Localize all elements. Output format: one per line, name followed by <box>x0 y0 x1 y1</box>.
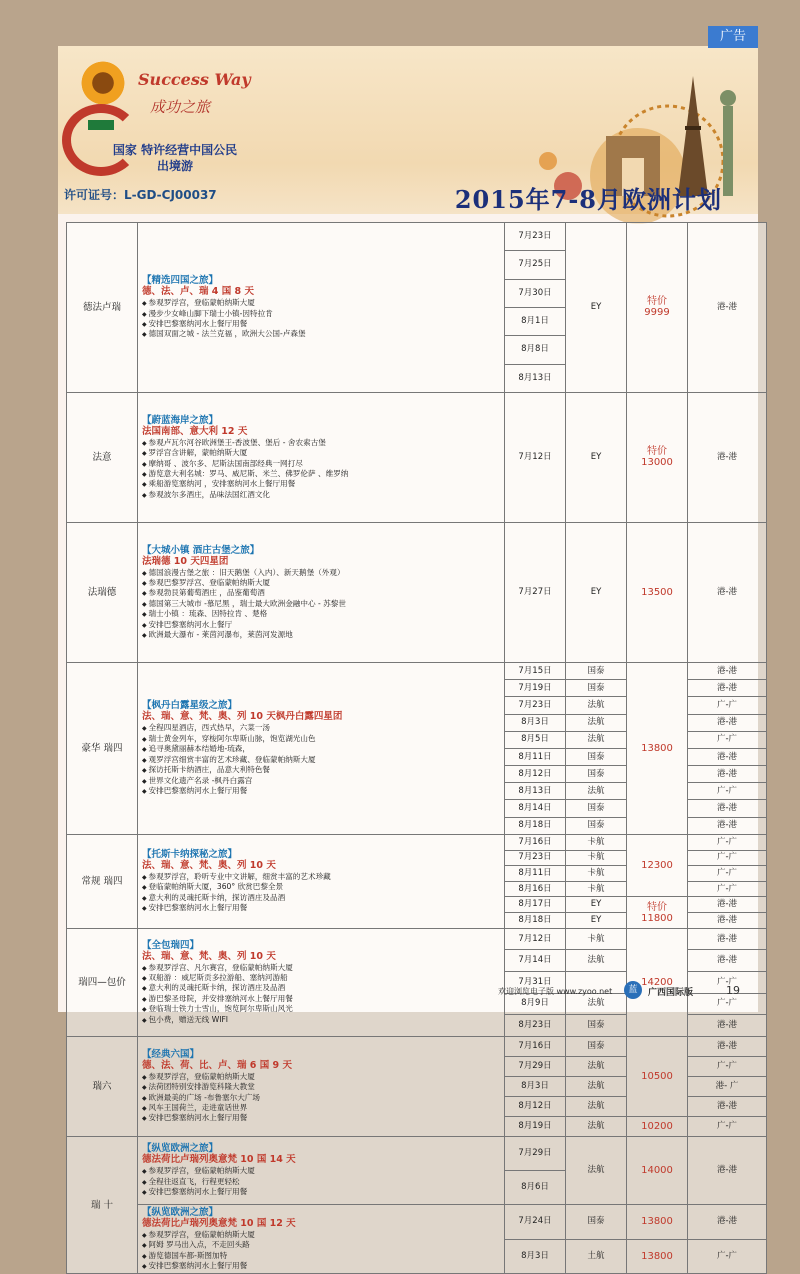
list-item: ◆ 摩纳哥 、波尔多、尼斯法国南部经典一网打尽 <box>142 459 500 469</box>
gateway-cell: 广-广 <box>688 1239 767 1274</box>
date-cell: 8月8日 <box>505 336 566 364</box>
gateway-cell: 港-港 <box>688 662 767 679</box>
list-item: ◆ 漫步少女峰山脚下瑞士小镇-因特拉肯 <box>142 309 500 319</box>
table-row <box>67 662 767 679</box>
ad-header <box>58 46 758 214</box>
airline-cell: 土航 <box>566 1239 627 1274</box>
list-item: ◆ 参观罗浮宫，登临蒙帕纳斯大厦 <box>142 1230 500 1240</box>
table-row <box>67 834 767 850</box>
date-cell: 7月14日 <box>505 950 566 972</box>
gateway-cell: 港-港 <box>688 950 767 972</box>
highlights-list <box>142 438 500 500</box>
brand-cn: 成功之旅 <box>150 98 211 116</box>
list-item: ◆ 参观波尔多酒庄，品味法国红酒文化 <box>142 490 500 500</box>
date-cell: 7月29日 <box>505 1056 566 1076</box>
price-cell <box>627 1136 688 1204</box>
permit-number: 许可证号：L-GD-CJ00037 <box>64 188 217 202</box>
list-item: ◆ 登临蒙帕纳斯大厦，360° 欣赏巴黎全景 <box>142 882 500 892</box>
date-cell: 7月23日 <box>505 223 566 251</box>
list-item: ◆ 登临瑞士铁力士雪山，饱览阿尔卑斯山风光 <box>142 1004 500 1014</box>
gateway-cell: 港-港 <box>688 748 767 765</box>
price-cell: 特价 11800 <box>627 897 688 928</box>
route-summary: 法、瑞、意、梵、奥、列 10 天 <box>142 950 276 962</box>
gateway-cell: 广-广 <box>688 783 767 800</box>
gateway-cell: 广-广 <box>688 993 767 1015</box>
date-cell: 8月18日 <box>505 913 566 929</box>
date-cell: 7月16日 <box>505 1036 566 1056</box>
date-cell: 8月3日 <box>505 1239 566 1274</box>
route-name: 【经典六国】 <box>142 1048 200 1060</box>
logo-mark-icon <box>88 120 114 130</box>
route-name: 【全包瑞四】 <box>142 939 200 951</box>
gateway-cell: 港-港 <box>688 680 767 697</box>
destination-cell: 瑞四—包价 <box>67 928 138 1036</box>
gateway-cell: 广-广 <box>688 731 767 748</box>
list-item: ◆ 意大利的灵魂托斯卡纳，探访酒庄及品酒 <box>142 893 500 903</box>
date-cell: 8月11日 <box>505 748 566 765</box>
list-item: ◆ 安排巴黎塞纳河水上餐厅用餐 <box>142 319 500 329</box>
date-cell: 7月12日 <box>505 392 566 522</box>
gateway-cell: 广-广 <box>688 881 767 897</box>
route-name: 【蔚蓝海岸之旅】 <box>142 414 219 426</box>
gateway-cell: 港-港 <box>688 817 767 834</box>
date-cell: 7月30日 <box>505 279 566 307</box>
list-item: ◆ 瑞士小镇 ：琉森、因特拉肯 、楚格 <box>142 609 500 619</box>
date-cell: 7月29日 <box>505 1136 566 1170</box>
price-value: 9999 <box>644 307 670 319</box>
destination-cell: 法瑞德 <box>67 522 138 662</box>
list-item: ◆ 瑞士黄金列车，穿梭阿尔卑斯山脉，饱览湖光山色 <box>142 734 500 744</box>
list-item: ◆ 参观罗浮宫，登临蒙帕纳斯大厦 <box>142 1166 500 1176</box>
airline-cell: 国泰 <box>566 817 627 834</box>
highlights-list <box>142 1166 500 1197</box>
airline-cell: 卡航 <box>566 834 627 850</box>
airline-cell: 国泰 <box>566 1015 627 1037</box>
destination-cell: 法意 <box>67 392 138 522</box>
route-summary: 德、法、卢、瑞 4 国 8 天 <box>142 286 254 298</box>
route-summary: 德、法、荷、比、卢、瑞 6 国 9 天 <box>142 1059 292 1071</box>
list-item: ◆ 参观勃艮第葡萄酒庄 ，品鉴葡萄酒 <box>142 588 500 598</box>
date-cell: 7月12日 <box>505 928 566 950</box>
price-value: 14200 <box>641 976 673 988</box>
date-cell: 7月24日 <box>505 1204 566 1239</box>
airline-cell: 法航 <box>566 1076 627 1096</box>
gateway-cell: 港-港 <box>688 1204 767 1239</box>
airline-cell: EY <box>566 897 627 913</box>
list-item: ◆ 游览意大利名城：罗马、威尼斯、米兰、佛罗伦萨 、维罗纳 <box>142 469 500 479</box>
airline-cell: 法航 <box>566 1056 627 1076</box>
list-item: ◆ 安排巴黎塞纳河水上餐厅用餐 <box>142 786 500 796</box>
list-item: ◆ 安排巴黎塞纳河水上餐厅用餐 <box>142 903 500 913</box>
gateway-cell: 港-港 <box>688 392 767 522</box>
list-item: ◆ 游巴黎圣母院，并安排塞纳河水上餐厅用餐 <box>142 994 500 1004</box>
list-item: ◆ 安排巴黎塞纳河水上餐厅用餐 <box>142 1187 500 1197</box>
date-cell: 8月23日 <box>505 1015 566 1037</box>
date-cell: 8月12日 <box>505 1096 566 1116</box>
itinerary-cell <box>138 834 505 928</box>
ad-page <box>58 46 758 1270</box>
price-cell: 13800 <box>627 1239 688 1274</box>
destination-cell: 德法卢瑞 <box>67 223 138 393</box>
itinerary-cell <box>138 522 505 662</box>
table-row <box>67 392 767 522</box>
list-item: ◆ 追寻奥黛丽赫本结婚地-琉森， <box>142 744 500 754</box>
gateway-cell: 广-广 <box>688 697 767 714</box>
route-name: 【枫丹白露星级之旅】 <box>142 700 238 712</box>
list-item: ◆ 阿姆 罗马出入点，不走回头路 <box>142 1240 500 1250</box>
airline-cell: 国泰 <box>566 766 627 783</box>
airline-cell: 法航 <box>566 1136 627 1204</box>
table-row <box>67 1136 767 1170</box>
list-item: ◆ 双船游 ：威尼斯贡多拉游船、塞纳河游船 <box>142 973 500 983</box>
highlights-list <box>142 1072 500 1124</box>
gateway-cell: 港-港 <box>688 1136 767 1204</box>
airline-cell: 法航 <box>566 783 627 800</box>
date-cell: 7月15日 <box>505 662 566 679</box>
itinerary-cell <box>138 1136 505 1204</box>
airline-cell: 国泰 <box>566 800 627 817</box>
date-cell: 8月5日 <box>505 731 566 748</box>
price-cell: 13800 <box>627 1204 688 1239</box>
route-summary: 德法荷比卢瑞列奥意梵 10 国 12 天 <box>142 1217 296 1229</box>
price-value: 13500 <box>641 586 673 598</box>
list-item: ◆ 德国双面之城 - 法兰克福 ，欧洲大公国-卢森堡 <box>142 329 500 339</box>
date-cell: 7月31日 <box>505 971 566 993</box>
airline-cell: 卡航 <box>566 928 627 950</box>
route-name: 【大城小镇 酒庄古堡之旅】 <box>142 544 260 556</box>
route-summary: 法、瑞、意、梵、奥、列 10 天 <box>142 860 276 871</box>
airline-cell: EY <box>566 522 627 662</box>
date-cell: 8月6日 <box>505 1170 566 1204</box>
gateway-cell: 广-广 <box>688 971 767 993</box>
itinerary-cell <box>138 392 505 522</box>
list-item: ◆ 德国浪漫古堡之旅 ：旧天鹅堡（入内）、新天鹅堡（外观） <box>142 568 500 578</box>
route-summary: 法瑞德 10 天四星团 <box>142 555 229 567</box>
brand-en: Success Way <box>138 70 251 89</box>
airline-cell: 法航 <box>566 697 627 714</box>
date-cell: 8月17日 <box>505 897 566 913</box>
airline-cell: EY <box>566 223 627 393</box>
gateway-cell: 港-港 <box>688 1096 767 1116</box>
page-footer <box>58 980 758 1002</box>
itinerary-cell <box>138 1036 505 1136</box>
list-item: ◆ 欧洲最美的广场 -布鲁塞尔大广场 <box>142 1093 500 1103</box>
airline-cell: 卡航 <box>566 881 627 897</box>
date-cell: 8月3日 <box>505 1076 566 1096</box>
footer-edition: 广西国际版 <box>648 988 694 998</box>
itinerary-cell <box>138 662 505 834</box>
list-item: ◆ 德国第三大城市 -慕尼黑 ，瑞士最大欧洲金融中心 - 苏黎世 <box>142 599 500 609</box>
list-item: ◆ 全程四星酒店，西式热早，六菜一汤 <box>142 723 500 733</box>
date-cell: 8月3日 <box>505 714 566 731</box>
date-cell: 8月1日 <box>505 307 566 335</box>
airline-cell: 法航 <box>566 714 627 731</box>
table-row <box>67 1036 767 1056</box>
price-cell: 10500 <box>627 1036 688 1116</box>
gateway-cell: 港-港 <box>688 897 767 913</box>
route-name: 【精选四国之旅】 <box>142 275 219 287</box>
gateway-cell: 港-港 <box>688 913 767 929</box>
sunflower-icon <box>78 58 128 108</box>
price-value: 14000 <box>641 1164 673 1176</box>
list-item: ◆ 参观巴黎罗浮宫、登临蒙帕纳斯大厦 <box>142 578 500 588</box>
list-item: ◆ 法荷团特别安排游览科隆大教堂 <box>142 1082 500 1092</box>
list-item: ◆ 罗浮宫含讲解，蒙帕纳斯大厦 <box>142 448 500 458</box>
gateway-cell: 广-广 <box>688 834 767 850</box>
gateway-cell: 港-港 <box>688 928 767 950</box>
list-item: ◆ 乘船游览塞纳河 ，安排塞纳河水上餐厅用餐 <box>142 479 500 489</box>
gateway-cell: 港- 广 <box>688 1076 767 1096</box>
list-item: ◆ 参观罗浮宫、凡尔赛宫，登临蒙帕纳斯大厦 <box>142 963 500 973</box>
gateway-cell: 港-港 <box>688 1015 767 1037</box>
airline-cell: 法航 <box>566 993 627 1015</box>
date-cell: 8月11日 <box>505 866 566 882</box>
date-cell: 7月27日 <box>505 522 566 662</box>
list-item: ◆ 参观罗浮宫，登临蒙帕纳斯大厦 <box>142 298 500 308</box>
airline-cell: 国泰 <box>566 748 627 765</box>
airline-cell: 法航 <box>566 1096 627 1116</box>
gateway-cell: 广-广 <box>688 1116 767 1136</box>
ad-tag: 广告 <box>708 26 758 48</box>
page-number: 19 <box>726 984 740 997</box>
destination-cell: 瑞 十 <box>67 1136 138 1274</box>
route-summary: 德法荷比卢瑞列奥意梵 10 国 14 天 <box>142 1154 296 1166</box>
route-name: 【纵览欧洲之旅】 <box>142 1206 219 1218</box>
table-row <box>67 522 767 662</box>
date-cell: 8月19日 <box>505 1116 566 1136</box>
list-item: ◆ 探访托斯卡纳酒庄，品意大利特色餐 <box>142 765 500 775</box>
date-cell: 8月13日 <box>505 783 566 800</box>
table-row <box>67 1204 767 1239</box>
highlights-list <box>142 872 500 914</box>
date-cell: 8月14日 <box>505 800 566 817</box>
date-cell: 8月13日 <box>505 364 566 392</box>
footer-logo-icon: 蓝 <box>624 981 642 999</box>
airline-cell: 国泰 <box>566 662 627 679</box>
route-summary: 法、瑞、意、梵、奥、列 10 天枫丹白露四星团 <box>142 711 343 723</box>
price-cell <box>627 662 688 834</box>
route-name: 【托斯卡纳探秘之旅】 <box>142 849 238 860</box>
list-item: ◆ 包小费，赠送无线 WIFI <box>142 1015 500 1025</box>
list-item: ◆ 欧洲最大瀑布 - 莱茵河瀑布，莱茵河发源地 <box>142 630 500 640</box>
table-row <box>67 223 767 251</box>
airline-cell: 卡航 <box>566 850 627 866</box>
highlights-list <box>142 723 500 796</box>
list-item: ◆ 安排巴黎塞纳河水上餐厅 <box>142 620 500 630</box>
airline-cell: 国泰 <box>566 1036 627 1056</box>
list-item: ◆ 安排巴黎塞纳河水上餐厅用餐 <box>142 1261 500 1271</box>
airline-cell: EY <box>566 913 627 929</box>
highlights-list <box>142 298 500 340</box>
page-title: 2015年7-8月欧洲计划 <box>454 185 722 214</box>
price-cell: 12300 <box>627 834 688 897</box>
gateway-cell: 港-港 <box>688 800 767 817</box>
list-item: ◆ 参观罗浮宫，聆听专业中文讲解，细赏丰富的艺术珍藏 <box>142 872 500 882</box>
highlights-list <box>142 1230 500 1272</box>
list-item: ◆ 风车王国荷兰，走进童话世界 <box>142 1103 500 1113</box>
date-cell: 7月16日 <box>505 834 566 850</box>
highlights-list <box>142 568 500 641</box>
route-summary: 法国南部、意大利 12 天 <box>142 425 248 437</box>
date-cell: 8月12日 <box>505 766 566 783</box>
footer-site: 欢迎浏览电子版 www.zyoo.net <box>498 987 613 996</box>
gateway-cell: 广-广 <box>688 866 767 882</box>
list-item: ◆ 参观卢瓦尔河谷欧洲堡王-香波堡、堡后 - 舍农索古堡 <box>142 438 500 448</box>
airline-cell: 法航 <box>566 1116 627 1136</box>
airline-cell: EY <box>566 392 627 522</box>
airline-cell: 卡航 <box>566 866 627 882</box>
destination-cell: 常规 瑞四 <box>67 834 138 928</box>
date-cell: 7月25日 <box>505 251 566 279</box>
price-label: 特价 <box>647 296 667 308</box>
price-value: 13000 <box>641 457 673 469</box>
gateway-cell: 港-港 <box>688 714 767 731</box>
list-item: ◆ 全程往返直飞，行程更轻松 <box>142 1177 500 1187</box>
route-name: 【纵览欧洲之旅】 <box>142 1143 219 1155</box>
list-item: ◆ 参观罗浮宫，登临蒙帕纳斯大厦 <box>142 1072 500 1082</box>
gateway-cell: 港-港 <box>688 223 767 393</box>
gov-license-text: 国家 特许经营中国公民 出境游 <box>112 143 238 173</box>
itinerary-cell <box>138 223 505 393</box>
gateway-cell: 广-广 <box>688 850 767 866</box>
gateway-cell: 广-广 <box>688 1056 767 1076</box>
date-cell: 7月23日 <box>505 697 566 714</box>
list-item: ◆ 世界文化遗产名录 -枫丹白露宫 <box>142 776 500 786</box>
table-row <box>67 928 767 950</box>
date-cell: 8月16日 <box>505 881 566 897</box>
list-item: ◆ 游览德国车都-斯图加特 <box>142 1251 500 1261</box>
airline-cell: 国泰 <box>566 1204 627 1239</box>
destination-cell: 豪华 瑞四 <box>67 662 138 834</box>
airline-cell: 国泰 <box>566 680 627 697</box>
date-cell: 7月23日 <box>505 850 566 866</box>
price-cell <box>627 223 688 393</box>
date-cell: 7月19日 <box>505 680 566 697</box>
list-item: ◆ 安排巴黎塞纳河水上餐厅用餐 <box>142 1113 500 1123</box>
airline-cell: 法航 <box>566 950 627 972</box>
price-cell: 10200 <box>627 1116 688 1136</box>
list-item: ◆ 观罗浮宫细赏丰富的艺术珍藏、登临蒙帕纳斯大厦 <box>142 755 500 765</box>
gateway-cell: 港-港 <box>688 1036 767 1056</box>
date-cell: 8月18日 <box>505 817 566 834</box>
price-cell <box>627 392 688 522</box>
tour-table <box>66 222 767 1274</box>
list-item: ◆ 意大利的灵魂托斯卡纳，探访酒庄及品酒 <box>142 983 500 993</box>
price-value: 13800 <box>641 742 673 754</box>
date-cell: 8月9日 <box>505 993 566 1015</box>
destination-cell: 瑞六 <box>67 1036 138 1136</box>
price-label: 特价 <box>647 446 667 458</box>
gateway-cell: 港-港 <box>688 522 767 662</box>
itinerary-cell <box>138 1204 505 1274</box>
airline-cell: 法航 <box>566 731 627 748</box>
price-cell <box>627 522 688 662</box>
gateway-cell: 港-港 <box>688 766 767 783</box>
